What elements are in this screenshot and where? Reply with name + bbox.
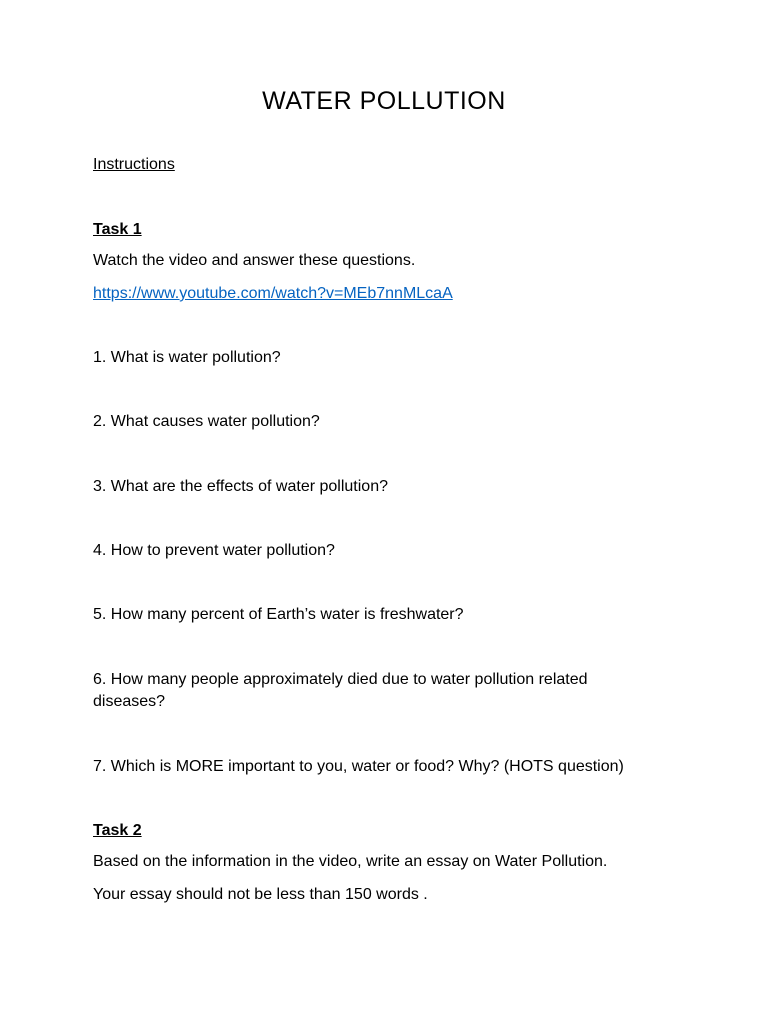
task2-line-1: Based on the information in the video, write an essay on Water Pollution.	[93, 853, 608, 870]
question-7: 7. Which is MORE important to you, water or food? Why? (HOTS question)	[93, 758, 624, 775]
task1-heading: Task 1	[93, 221, 142, 238]
question-1: 1. What is water pollution?	[93, 349, 281, 366]
task2-heading: Task 2	[93, 822, 142, 839]
video-link[interactable]: https://www.youtube.com/watch?v=MEb7nnMLcaA	[93, 285, 453, 302]
task2-line-2: Your essay should not be less than 150 words .	[93, 886, 428, 903]
question-5: 5. How many percent of Earth’s water is freshwater?	[93, 606, 464, 623]
question-3: 3. What are the effects of water pollution?	[93, 478, 388, 495]
task1-intro: Watch the video and answer these questions.	[93, 252, 416, 269]
document-title: WATER POLLUTION	[262, 87, 506, 115]
question-6: 6. How many people approximately died due to water pollution related diseases?	[93, 671, 588, 710]
question-4: 4. How to prevent water pollution?	[93, 542, 335, 559]
instructions-heading: Instructions	[93, 156, 175, 173]
question-2: 2. What causes water pollution?	[93, 413, 320, 430]
